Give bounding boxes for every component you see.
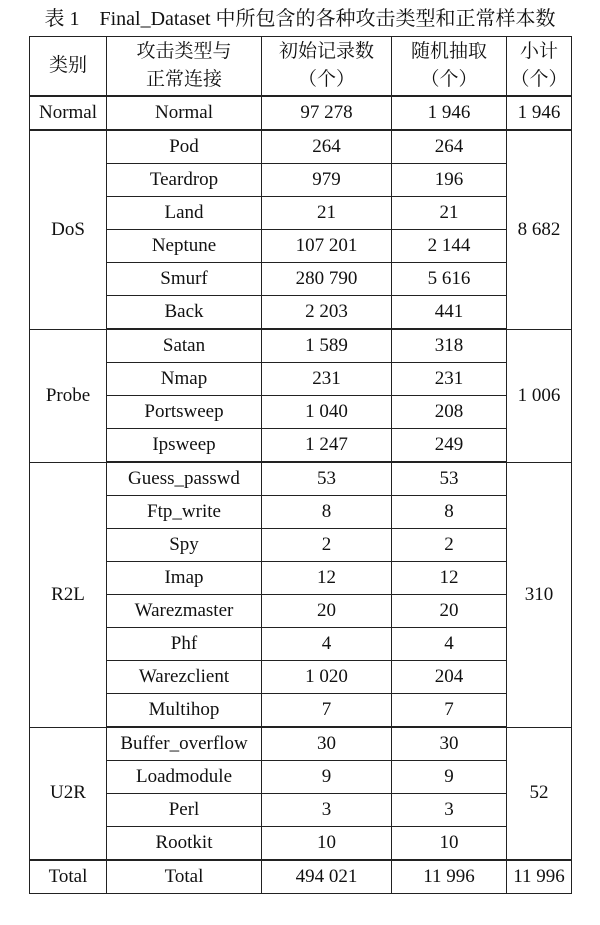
attack-type-cell: Multihop xyxy=(107,694,262,728)
attack-type-cell: Nmap xyxy=(107,363,262,396)
header-category xyxy=(30,37,107,97)
category-cell: Probe xyxy=(30,329,107,462)
random-sample-cell: 208 xyxy=(392,396,507,429)
random-sample-cell: 318 xyxy=(392,329,507,363)
initial-records-cell: 231 xyxy=(262,363,392,396)
random-sample-cell: 2 xyxy=(392,529,507,562)
subtotal-cell: 8 682 xyxy=(507,130,572,329)
table-row xyxy=(30,429,572,463)
table-row xyxy=(30,827,572,861)
random-sample-cell: 7 xyxy=(392,694,507,728)
header-initial-records-label: 初始记录数 （个） xyxy=(278,41,374,90)
attack-type-cell: Phf xyxy=(107,628,262,661)
table-row xyxy=(30,496,572,529)
initial-records-cell: 264 xyxy=(262,130,392,164)
table-row xyxy=(30,130,572,164)
initial-records-cell: 7 xyxy=(262,694,392,728)
random-sample-cell: 4 xyxy=(392,628,507,661)
table-row xyxy=(30,794,572,827)
table-row xyxy=(30,197,572,230)
table-caption: 表 1 Final_Dataset 中所包含的各种攻击类型和正常样本数 xyxy=(44,8,556,30)
random-sample-cell: 53 xyxy=(392,462,507,496)
attack-type-cell: Smurf xyxy=(107,263,262,296)
table-row xyxy=(30,529,572,562)
initial-records-cell: 4 xyxy=(262,628,392,661)
initial-records-cell: 1 247 xyxy=(262,429,392,463)
random-sample-cell: 1 946 xyxy=(392,96,507,130)
initial-records-cell: 53 xyxy=(262,462,392,496)
table-row xyxy=(30,396,572,429)
subtotal-cell: 310 xyxy=(507,462,572,727)
initial-records-cell: 1 020 xyxy=(262,661,392,694)
initial-records-cell: 9 xyxy=(262,761,392,794)
random-sample-cell: 231 xyxy=(392,363,507,396)
random-sample-cell: 441 xyxy=(392,296,507,330)
initial-records-cell: 20 xyxy=(262,595,392,628)
initial-records-cell: 2 xyxy=(262,529,392,562)
header-subtotal xyxy=(507,37,572,97)
attack-type-cell: Portsweep xyxy=(107,396,262,429)
table-header xyxy=(30,37,572,97)
initial-records-cell: 2 203 xyxy=(262,296,392,330)
random-sample-cell: 2 144 xyxy=(392,230,507,263)
header-attack-type-label: 攻击类型与 正常连接 xyxy=(136,41,232,90)
table-row xyxy=(30,329,572,363)
random-sample-cell: 264 xyxy=(392,130,507,164)
table-row xyxy=(30,363,572,396)
attack-type-cell: Guess_passwd xyxy=(107,462,262,496)
random-sample-cell: 10 xyxy=(392,827,507,861)
random-sample-cell: 204 xyxy=(392,661,507,694)
attack-type-cell: Teardrop xyxy=(107,164,262,197)
header-category-label: 类别 xyxy=(48,55,87,76)
table-row xyxy=(30,164,572,197)
attack-type-cell: Rootkit xyxy=(107,827,262,861)
initial-records-cell: 97 278 xyxy=(262,96,392,130)
subtotal-cell: 1 006 xyxy=(507,329,572,462)
table-row xyxy=(30,628,572,661)
table-row xyxy=(30,462,572,496)
initial-records-cell: 1 589 xyxy=(262,329,392,363)
initial-records-cell: 107 201 xyxy=(262,230,392,263)
table-row xyxy=(30,595,572,628)
attack-type-cell: Imap xyxy=(107,562,262,595)
random-sample-cell: 8 xyxy=(392,496,507,529)
total-category-cell: Total xyxy=(30,860,107,894)
random-sample-cell: 9 xyxy=(392,761,507,794)
table-row xyxy=(30,296,572,330)
attack-type-cell: Land xyxy=(107,197,262,230)
initial-records-cell: 3 xyxy=(262,794,392,827)
random-sample-cell: 249 xyxy=(392,429,507,463)
initial-records-cell: 1 040 xyxy=(262,396,392,429)
category-cell: DoS xyxy=(30,130,107,329)
attack-type-cell: Back xyxy=(107,296,262,330)
attack-type-cell: Normal xyxy=(107,96,262,130)
attack-type-cell: Warezmaster xyxy=(107,595,262,628)
attack-type-cell: Satan xyxy=(107,329,262,363)
attack-type-cell: Ftp_write xyxy=(107,496,262,529)
initial-records-cell: 979 xyxy=(262,164,392,197)
category-cell: U2R xyxy=(30,727,107,860)
attack-type-cell: Warezclient xyxy=(107,661,262,694)
table-row xyxy=(30,230,572,263)
initial-records-cell: 8 xyxy=(262,496,392,529)
initial-records-cell: 10 xyxy=(262,827,392,861)
table-row xyxy=(30,263,572,296)
header-random-sample xyxy=(392,37,507,97)
random-sample-cell: 12 xyxy=(392,562,507,595)
header-row xyxy=(30,37,572,97)
random-sample-cell: 196 xyxy=(392,164,507,197)
table-row xyxy=(30,694,572,728)
attack-type-cell: Pod xyxy=(107,130,262,164)
initial-records-cell: 280 790 xyxy=(262,263,392,296)
attack-type-cell: Spy xyxy=(107,529,262,562)
table-row xyxy=(30,562,572,595)
initial-records-cell: 21 xyxy=(262,197,392,230)
attack-type-cell: Loadmodule xyxy=(107,761,262,794)
subtotal-cell: 52 xyxy=(507,727,572,860)
header-random-sample-label: 随机抽取 （个） xyxy=(410,41,487,90)
random-sample-cell: 3 xyxy=(392,794,507,827)
total-initial-cell: 494 021 xyxy=(262,860,392,894)
table-row xyxy=(30,661,572,694)
attack-type-cell: Neptune xyxy=(107,230,262,263)
table-body xyxy=(30,96,572,894)
attack-type-cell: Buffer_overflow xyxy=(107,727,262,761)
attack-type-cell: Ipsweep xyxy=(107,429,262,463)
table-row xyxy=(30,761,572,794)
table-row xyxy=(30,96,572,130)
total-row xyxy=(30,860,572,894)
table-row xyxy=(30,727,572,761)
random-sample-cell: 21 xyxy=(392,197,507,230)
random-sample-cell: 20 xyxy=(392,595,507,628)
header-attack-type xyxy=(107,37,262,97)
initial-records-cell: 30 xyxy=(262,727,392,761)
total-type-cell: Total xyxy=(107,860,262,894)
header-initial-records xyxy=(262,37,392,97)
subtotal-cell: 1 946 xyxy=(507,96,572,130)
category-cell: Normal xyxy=(30,96,107,130)
category-cell: R2L xyxy=(30,462,107,727)
initial-records-cell: 12 xyxy=(262,562,392,595)
attack-type-table xyxy=(29,36,572,894)
header-subtotal-label: 小计 （个） xyxy=(510,41,568,90)
total-subtotal-cell: 11 996 xyxy=(507,860,572,894)
total-sampled-cell: 11 996 xyxy=(392,860,507,894)
random-sample-cell: 5 616 xyxy=(392,263,507,296)
random-sample-cell: 30 xyxy=(392,727,507,761)
attack-type-cell: Perl xyxy=(107,794,262,827)
